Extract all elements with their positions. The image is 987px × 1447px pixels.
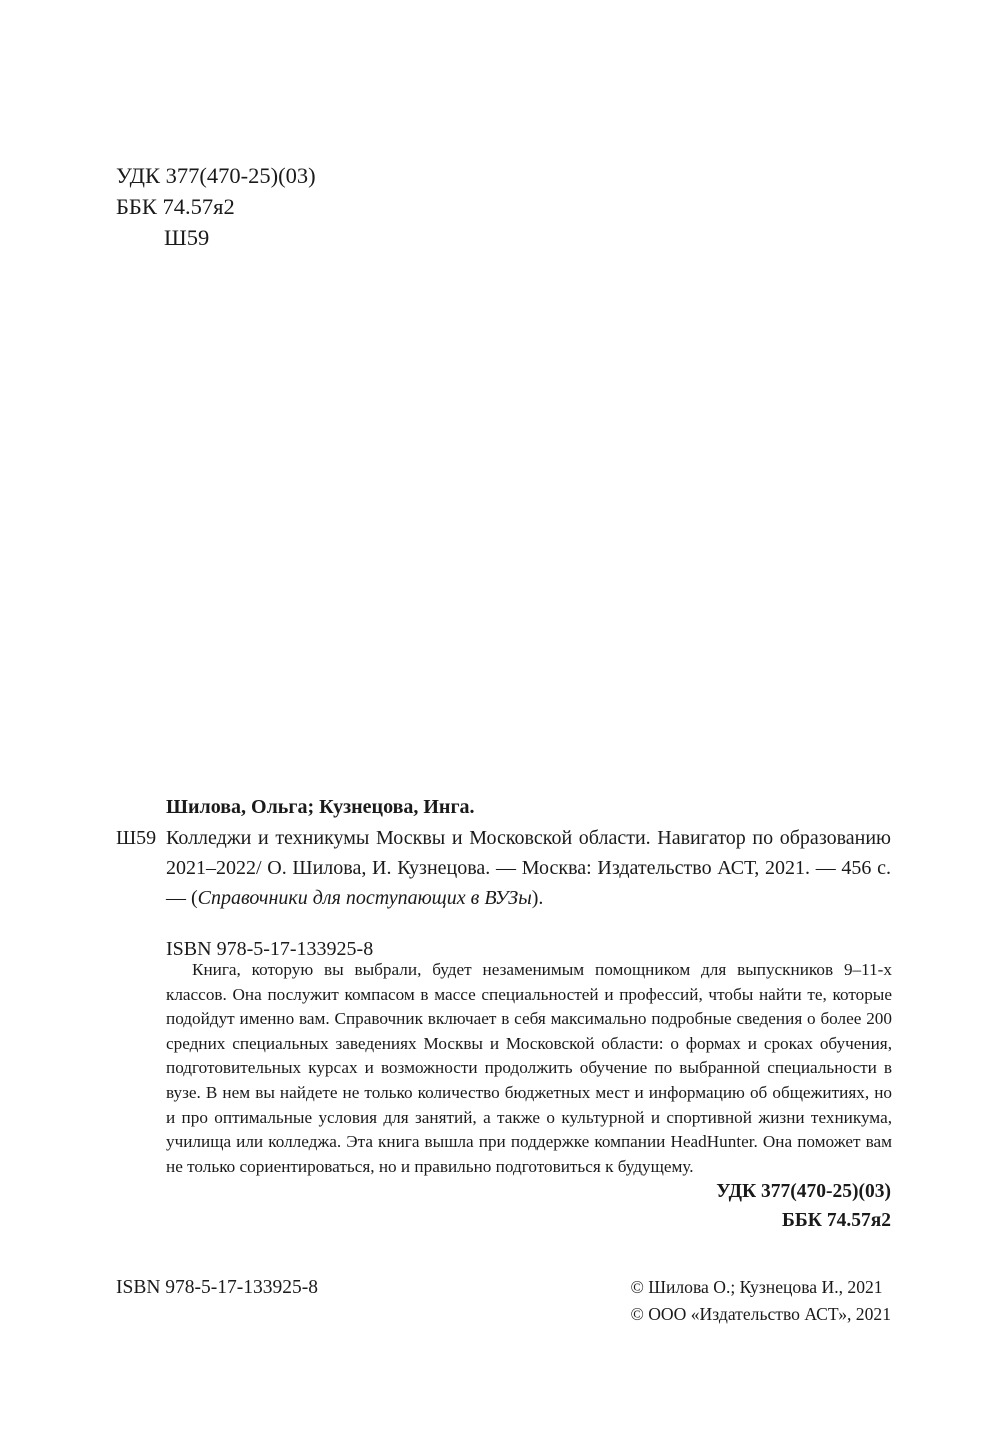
footer-isbn: ISBN 978-5-17-133925-8 [116,1277,319,1298]
record-description [116,823,891,913]
copyright-block [630,1274,891,1328]
classification-block-bottom [716,1177,891,1235]
udk-code-bottom: УДК 377(470-25)(03) [716,1181,891,1202]
bbk-code-bottom: ББК 74.57я2 [782,1210,891,1231]
bibliographic-record [116,793,891,963]
classification-block-top [116,160,316,253]
record-isbn: ISBN 978-5-17-133925-8 [166,938,374,960]
author-mark-top: Ш59 [164,225,210,250]
bbk-code-top: ББК 74.57я2 [116,194,235,219]
annotation-paragraph: Книга, которую вы выбрали, будет незаменимым помощником для выпускников 9–11-х классов. Она послужит компасом в массе специальностей и профессий, чтобы найти те, которые подойдут именно вам. Справочник включает в себя максимально подробные сведения о более 200 средних специальных заведениях Москвы и Московской области: о формах и сроках обучения, подготовительных курсах и возможности продолжить обучение по выбранной специальности в вузе. В нем вы найдете не только количество бюджетных мест и информацию об общежитиях, но и про оптимальные условия для занятий, а также о культурной и спортивной жизни техникума, училища или колледжа. Эта книга вышла при поддержке компании HeadHunter. Она поможет вам не только сориентироваться, но и правильно подготовиться к будущему. [166,960,892,1176]
record-title-part-two: ). [531,887,544,909]
copyright-publisher: © ООО «Издательство АСТ», 2021 [630,1304,891,1324]
record-series-title: Справочники для поступающих в ВУЗы [197,887,532,909]
record-authors: Шилова, Ольга; Кузнецова, Инга. [166,796,475,818]
page-footer [116,1274,891,1328]
udk-code-top: УДК 377(470-25)(03) [116,163,316,188]
record-title-part-one: Колледжи и техникумы Москвы и Московской области. Навигатор по образованию 2021–2022/ О. Шилова, И. Кузнецова. — Москва: Издательство АСТ, 2021. — 456 с. — ( [166,827,891,909]
copyright-authors: © Шилова О.; Кузнецова И., 2021 [630,1277,883,1297]
record-author-mark: Ш59 [116,827,157,849]
